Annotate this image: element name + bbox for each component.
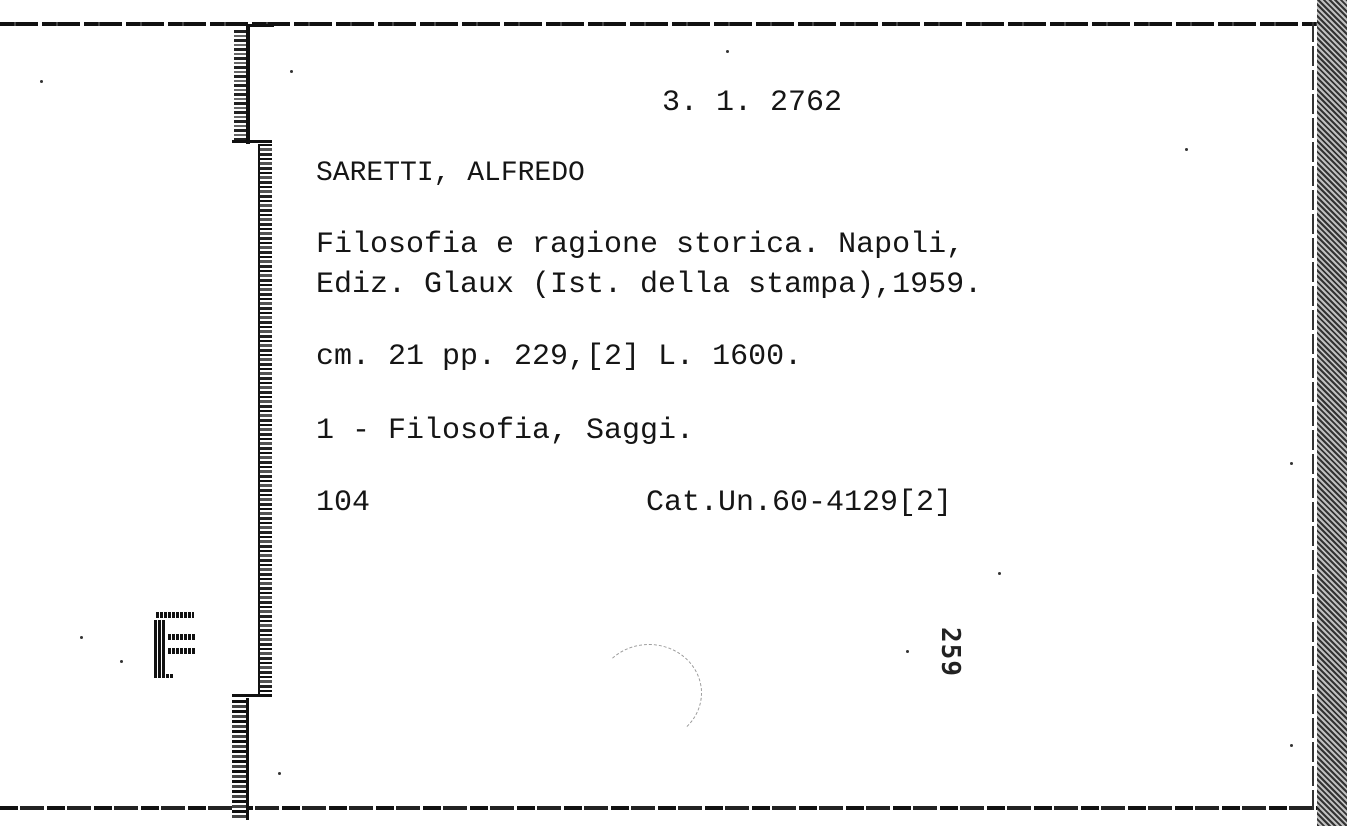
subject-heading: 1 - Filosofia, Saggi. [316, 414, 695, 448]
binding-bracket-bottom [246, 698, 249, 820]
binding-bracket-top-foot [232, 140, 272, 143]
binding-bracket-top-cap [246, 24, 274, 27]
stamp-number: 259 [935, 627, 965, 677]
punch-hole-outline [596, 644, 702, 742]
catalog-reference: Cat.Un.60-4129[2] [646, 486, 953, 520]
collation: cm. 21 pp. 229,[2] L. 1600. [316, 340, 803, 374]
binding-strip-top [234, 30, 246, 140]
binding-strip-bottom [232, 700, 246, 818]
binding-bracket-top [246, 26, 250, 144]
card-top-edge [0, 22, 1320, 26]
scan-right-border [1317, 0, 1347, 826]
card-right-rule [1312, 22, 1314, 812]
card-bottom-edge [0, 806, 1320, 810]
title-line-2: Ediz. Glaux (Ist. della stampa),1959. [316, 268, 983, 302]
binding-strip-middle [260, 144, 272, 696]
title-line-1: Filosofia e ragione storica. Napoli, [316, 228, 965, 262]
class-number: 104 [316, 486, 371, 520]
author-heading: SARETTI, ALFREDO [316, 158, 585, 189]
binding-bracket-bottom-cap [232, 694, 272, 697]
shelfmark: 3. 1. 2762 [662, 86, 843, 120]
left-margin-mark [152, 612, 196, 678]
